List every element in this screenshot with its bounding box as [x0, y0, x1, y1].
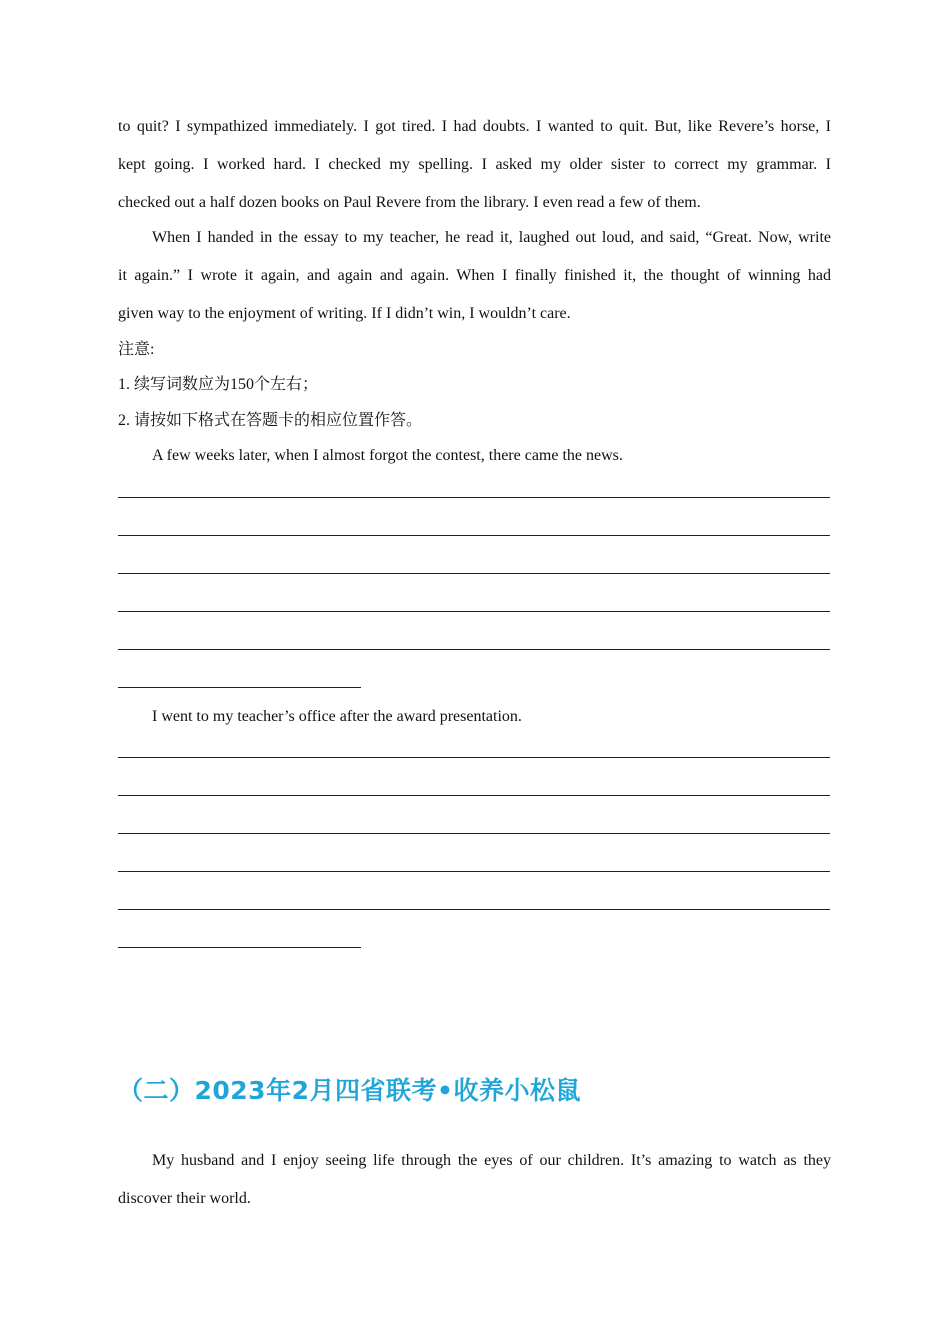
- passage-line: discover their world.: [118, 1190, 251, 1207]
- answer-line: [118, 757, 830, 758]
- answer-line: [118, 909, 830, 910]
- notes-item: 1. 续写词数应为150个左右；: [118, 376, 319, 393]
- continuation-prompt: I went to my teacher’s office after the award presentation.: [152, 708, 522, 725]
- passage-line: to quit? I sympathized immediately. I got tired. I had doubts. I wanted to quit. But, like Revere’s horse, I: [118, 118, 831, 135]
- passage-line: checked out a half dozen books on Paul Revere from the library. I even read a few of them.: [118, 194, 701, 211]
- notes-label: 注意:: [118, 341, 155, 358]
- answer-line: [118, 649, 830, 650]
- answer-line: [118, 795, 830, 796]
- passage-line: My husband and I enjoy seeing life through the eyes of our children. It’s amazing to watch as they: [152, 1152, 831, 1169]
- notes-item: 2. 请按如下格式在答题卡的相应位置作答。: [118, 412, 423, 429]
- answer-line: [118, 611, 830, 612]
- passage-line: When I handed in the essay to my teacher, he read it, laughed out loud, and said, “Great. Now, write: [152, 229, 831, 246]
- answer-line: [118, 687, 361, 688]
- answer-line: [118, 497, 830, 498]
- continuation-prompt: A few weeks later, when I almost forgot the contest, there came the news.: [152, 447, 623, 464]
- section-heading: （二）2023年2月四省联考•收养小松鼠: [118, 1076, 581, 1105]
- answer-line: [118, 573, 830, 574]
- answer-line: [118, 535, 830, 536]
- passage-line: kept going. I worked hard. I checked my spelling. I asked my older sister to correct my grammar. I: [118, 156, 831, 173]
- answer-line: [118, 871, 830, 872]
- answer-line: [118, 947, 361, 948]
- answer-line: [118, 833, 830, 834]
- passage-line: given way to the enjoyment of writing. If I didn’t win, I wouldn’t care.: [118, 305, 571, 322]
- passage-line: it again.” I wrote it again, and again and again. When I finally finished it, the thought of winning had: [118, 267, 831, 284]
